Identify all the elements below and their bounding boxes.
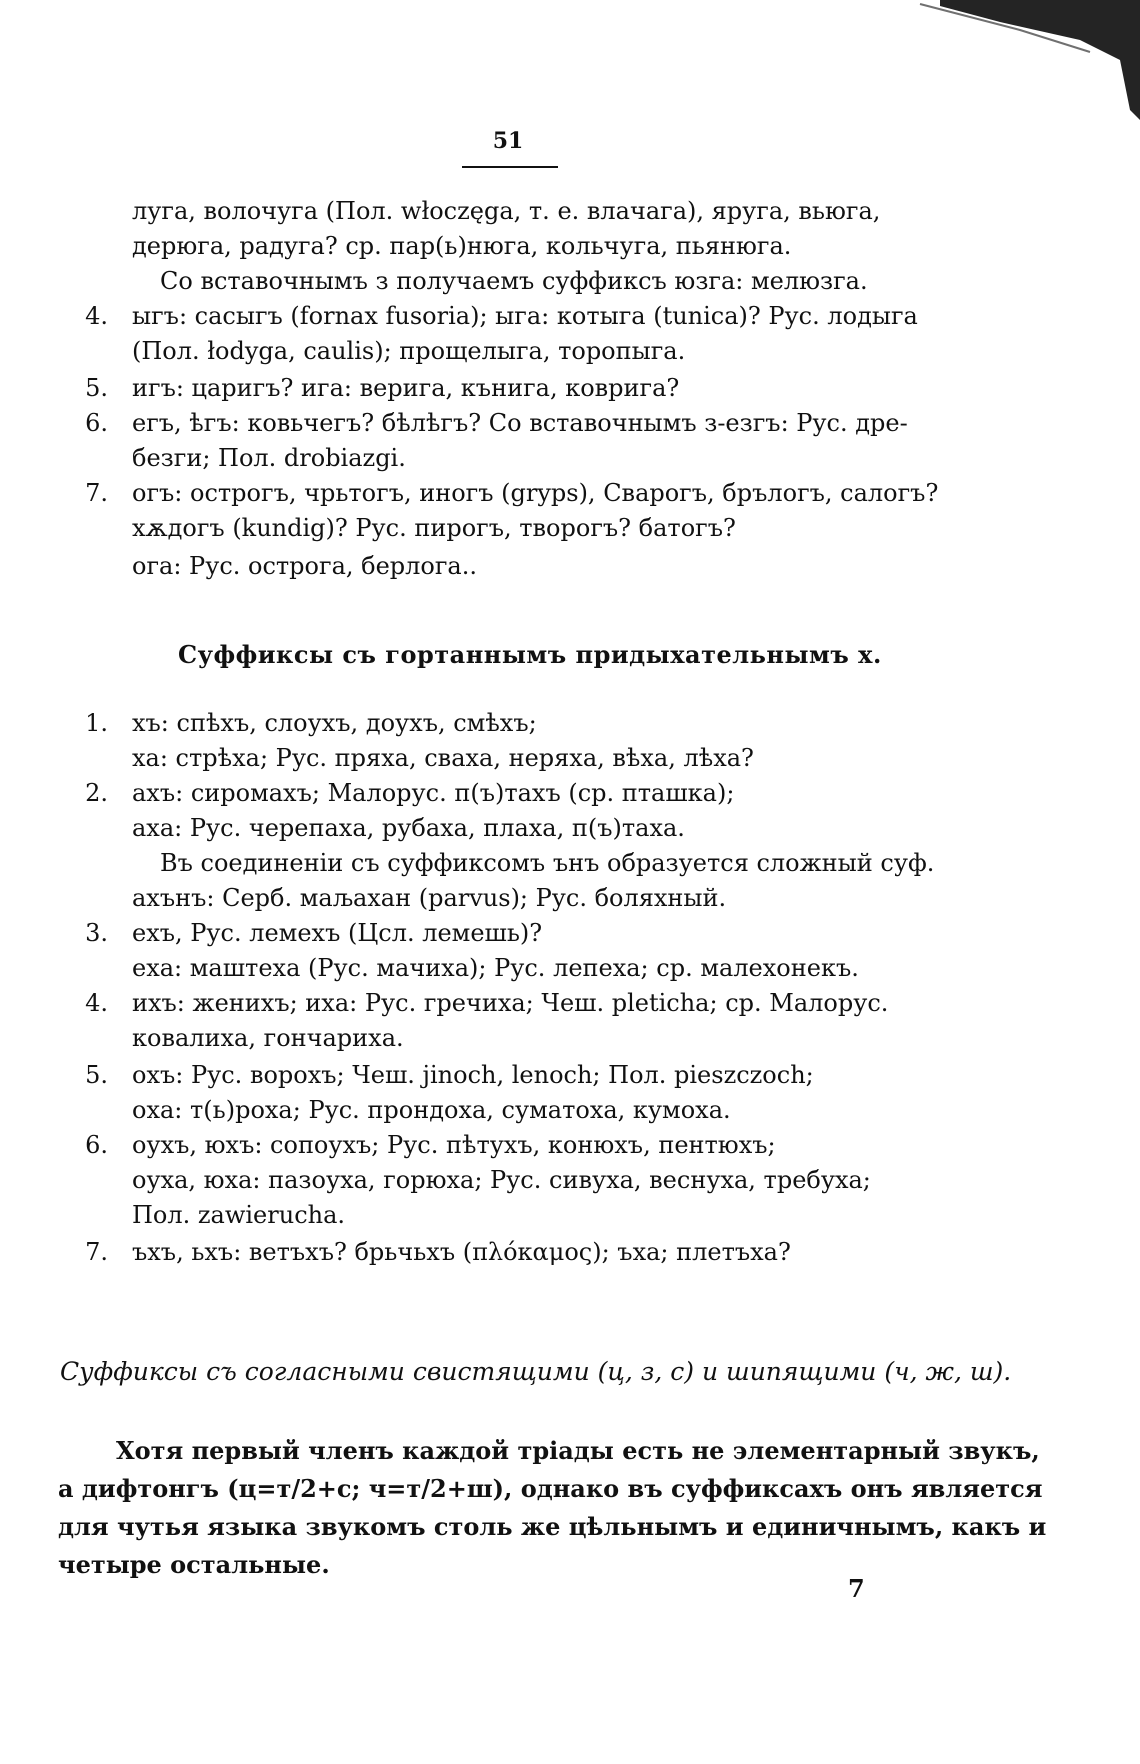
- line-number: 3.: [85, 919, 108, 947]
- line-text: Въ соединеніи съ суффиксомъ ънъ образуется сложный суф.: [160, 849, 935, 877]
- line-text: игъ: царигъ? ига: верига, кънига, коврига?: [132, 374, 680, 402]
- line-text: ихъ: женихъ; иха: Рус. гречиха; Чеш. pleticha; ср. Малорус.: [132, 989, 889, 1017]
- line-text: ха: стрѣха; Рус. пряха, сваха, неряха, вѣха, лѣха?: [132, 744, 754, 772]
- line-text: егъ, ѣгъ: ковьчегъ? бѣлѣгъ? Со вставочнымъ з-езгъ: Рус. дре-: [132, 409, 908, 437]
- line-number: 4.: [85, 989, 108, 1017]
- line-text: еха: маштеха (Рус. мачиха); Рус. лепеха; ср. малехонекъ.: [132, 954, 859, 982]
- line-text: оха: т(ь)роха; Рус. прондоха, суматоха, кумоха.: [132, 1096, 731, 1124]
- line-text: ъхъ, ьхъ: ветъхъ? брьчьхъ (πλόκαμος); ъха; плетъха?: [132, 1238, 791, 1266]
- line-text: огъ: острогъ, чрьтогъ, иногъ (gryps), Сварогъ, брълогъ, салогъ?: [132, 479, 939, 507]
- line-text: Со вставочнымъ з получаемъ суффиксъ юзга: мелюзга.: [160, 267, 868, 295]
- line-number: 1.: [85, 709, 108, 737]
- line-text: хѫдогъ (kundig)? Рус. пирогъ, творогъ? батогъ?: [132, 514, 736, 542]
- scan-edge-artifact: [880, 0, 1140, 120]
- line-number: 5.: [85, 374, 108, 402]
- page-number-rule: [462, 166, 558, 168]
- line-text: ехъ, Рус. лемехъ (Цсл. лемешь)?: [132, 919, 543, 947]
- line-text: ыгъ: саcыгъ (fornax fusoria); ыга: котыга (tunica)? Рус. лодыга: [132, 302, 918, 330]
- line-number: 6.: [85, 409, 108, 437]
- line-text: хъ: спѣхъ, слоухъ, доухъ, смѣхъ;: [132, 709, 537, 737]
- line-text: (Пол. łodyga, caulis); прощелыга, торопыга.: [132, 337, 686, 365]
- line-text: охъ: Рус. ворохъ; Чеш. jinoch, lenoch; Пол. pieszczoch;: [132, 1061, 814, 1089]
- section-heading-kh: Суффиксы съ гортаннымъ придыхательнымъ х.: [178, 640, 882, 669]
- paragraph-line: четыре остальные.: [58, 1550, 330, 1579]
- line-text: безги; Пол. drobiazgi.: [132, 444, 406, 472]
- signature-mark: 7: [848, 1574, 865, 1603]
- paragraph-line: Хотя первый членъ каждой тріады есть не элементарный звукъ,: [116, 1436, 1040, 1465]
- line-text: дерюга, радуга? ср. пар(ь)нюга, кольчуга, пьянюга.: [132, 232, 792, 260]
- section-heading-sibilants: Суффиксы съ согласными свистящими (ц, з, с) и шипящими (ч, ж, ш).: [60, 1357, 1012, 1386]
- line-text: оуха, юха: пазоуха, горюха; Рус. сивуха, веснуха, требуха;: [132, 1166, 871, 1194]
- paragraph-line: а дифтонгъ (ц=т/2+с; ч=т/2+ш), однако въ суффиксахъ онъ является: [58, 1474, 1043, 1503]
- line-number: 7.: [85, 479, 108, 507]
- line-number: 6.: [85, 1131, 108, 1159]
- paragraph-line: для чутья языка звукомъ столь же цѣльнымъ и единичнымъ, какъ и: [58, 1512, 1047, 1541]
- line-text: ахънъ: Серб. маљахан (parvus); Рус. боляхный.: [132, 884, 727, 912]
- page-number: 51: [492, 128, 524, 154]
- line-text: ога: Рус. острога, берлога..: [132, 552, 477, 580]
- line-text: ахъ: сиромахъ; Малорус. п(ъ)тахъ (ср. пташка);: [132, 779, 735, 807]
- line-number: 4.: [85, 302, 108, 330]
- line-text: оухъ, юхъ: сопоухъ; Рус. пѣтухъ, конюхъ, пентюхъ;: [132, 1131, 776, 1159]
- line-text: ковалиха, гончариха.: [132, 1024, 404, 1052]
- line-number: 5.: [85, 1061, 108, 1089]
- line-text: аха: Рус. черепаха, рубаха, плаха, п(ъ)таха.: [132, 814, 685, 842]
- line-text: луга, волочуга (Пол. włoczęga, т. е. влачага), яруга, вьюга,: [132, 197, 881, 225]
- line-text: Пол. zawierucha.: [132, 1201, 346, 1229]
- line-number: 7.: [85, 1238, 108, 1266]
- line-number: 2.: [85, 779, 108, 807]
